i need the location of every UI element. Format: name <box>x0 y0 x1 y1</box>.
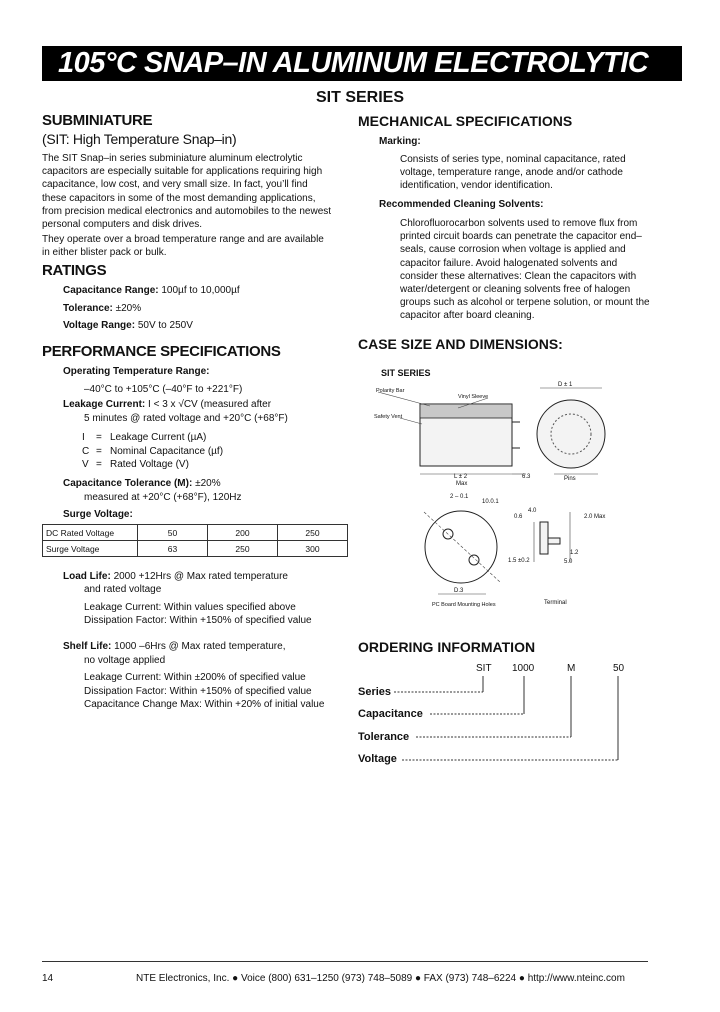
voltage-range <box>63 320 193 331</box>
order-label-voltage: Voltage <box>358 753 397 765</box>
order-code-capacitance: 1000 <box>512 663 535 674</box>
order-label-tolerance: Tolerance <box>358 731 410 743</box>
capacitance-range-label: Capacitance Range: <box>63 285 159 296</box>
ordering-heading: ORDERING INFORMATION <box>358 639 536 655</box>
order-label-series: Series <box>358 686 392 698</box>
mechanical-specs-heading: MECHANICAL SPECIFICATIONS <box>358 113 573 129</box>
definition-equals: = <box>96 446 102 457</box>
definition-symbol: V <box>82 459 89 470</box>
cap-tolerance-value: ±20% <box>195 478 221 489</box>
cleaning-solvents-text: Chlorofluorocarbon solvents used to remove flux from printed circuit boards can penetrate the capacitor end–seals, cause corrosion when voltage is applied and capacitor failure. Avoid halogenated solvents and consider these alternatives: Clean the capacitors with water/detergent or cleaning solvents free of halogen groups such as alcohol or terpene solution, or mount the capacitor after board cleaning. <box>400 218 650 322</box>
shelf-life-value-2: no voltage applied <box>84 655 166 666</box>
cap-tolerance-value-2: measured at +20°C (+68°F), 120Hz <box>84 492 242 503</box>
pc-board-label: PC Board Mounting Holes <box>432 602 496 608</box>
table-row <box>43 541 348 557</box>
definition-equals: = <box>96 432 102 443</box>
dim-d-label: D ± 1 <box>558 382 573 388</box>
leakage-label: Leakage Current: <box>63 399 146 410</box>
polarity-bar-label: Polarity Bar <box>376 388 405 394</box>
case-size-heading: CASE SIZE AND DIMENSIONS: <box>358 336 563 352</box>
surge-voltage-table <box>42 524 348 557</box>
cleaning-solvents-label: Recommended Cleaning Solvents: <box>379 199 544 210</box>
definition-description: Nominal Capacitance (µf) <box>110 446 224 457</box>
shelf-life-item: Leakage Current: Within ±200% of specified value <box>84 672 306 683</box>
shelf-life-item: Capacitance Change Max: Within +20% of initial value <box>84 699 325 710</box>
table-cell: 63 <box>138 541 208 557</box>
operating-temp-value: –40°C to +105°C (–40°F to +221°F) <box>84 384 243 395</box>
polarity-bar <box>420 404 512 418</box>
marking-text: Consists of series type, nominal capacitance, rated voltage, temperature range, anode and/or cathode identification, vendor identification. <box>400 154 626 192</box>
terminal-label: Terminal <box>544 600 567 606</box>
dim-2-label: 2 – 0.1 <box>450 494 469 500</box>
shelf-life-label: Shelf Life: <box>63 641 112 652</box>
case-dimensions-diagram <box>358 362 658 612</box>
capacitor-end-view <box>537 400 605 468</box>
table-cell: Surge Voltage <box>43 541 138 557</box>
tolerance-label: Tolerance: <box>63 303 113 314</box>
leader-line <box>400 418 422 424</box>
order-code-tolerance: M <box>567 663 576 674</box>
table-cell: 300 <box>278 541 348 557</box>
intro-paragraph-1: The SIT Snap–in series subminiature aluminum electrolytic capacitors are especially suitable for applications requiring high capacitance, low cost, and very small size. In fact, you’ll find these capacitors in some of the most demanding applications, from precision medical electronics and automobiles to the newest personal computers and disk drives. <box>42 153 332 231</box>
capacitance-tolerance <box>63 478 221 489</box>
definition-symbol: C <box>82 446 90 457</box>
terminal-detail <box>540 522 548 554</box>
leakage-value-2: 5 minutes @ rated voltage and +20°C (+68°F) <box>84 413 288 424</box>
leakage-value: I < 3 x √CV (measured after <box>148 399 272 410</box>
tolerance-value: ±20% <box>115 303 142 314</box>
capacitance-range-value: 100µf to 10,000µf <box>161 285 240 296</box>
center-line <box>424 512 500 582</box>
definition-symbol: I <box>82 432 85 443</box>
shelf-life-value: 1000 –6Hrs @ Max rated temperature, <box>114 641 286 652</box>
footer-divider <box>42 961 648 962</box>
definition-row <box>82 459 189 470</box>
definition-row <box>82 446 223 457</box>
load-life-value-2: and rated voltage <box>84 584 162 595</box>
dim-0-6-label: 0.6 <box>514 514 523 520</box>
definition-equals: = <box>96 459 102 470</box>
pc-board-outline <box>425 511 497 583</box>
series-title: SIT SERIES <box>315 89 405 106</box>
dim-1-2-label: 1.2 <box>570 550 579 556</box>
mounting-hole <box>469 555 479 565</box>
table-cell: 50 <box>138 525 208 541</box>
ratings-heading: RATINGS <box>42 262 107 279</box>
length-label: L ± 2 <box>454 474 468 480</box>
performance-heading: PERFORMANCE SPECIFICATIONS <box>42 343 281 360</box>
load-life <box>63 571 288 582</box>
marking-label: Marking: <box>379 136 421 147</box>
footer-contact: NTE Electronics, Inc. ● Voice (800) 631–1250 (973) 748–5089 ● FAX (973) 748–6224 ● http://www.nteinc.com <box>136 973 625 984</box>
table-cell: DC Rated Voltage <box>43 525 138 541</box>
dim-1-5-label: 1.5 ±0.2 <box>508 558 530 564</box>
shelf-life-item: Dissipation Factor: Within +150% of specified value <box>84 686 312 697</box>
load-life-item: Leakage Current: Within values specified above <box>84 602 296 613</box>
load-life-value: 2000 +12Hrs @ Max rated temperature <box>113 571 288 582</box>
table-cell: 250 <box>278 525 348 541</box>
operating-temp-label: Operating Temperature Range: <box>63 366 210 377</box>
definition-description: Rated Voltage (V) <box>110 459 189 470</box>
terminal-detail <box>548 538 560 544</box>
tolerance-rating <box>63 303 141 314</box>
length-max-label: Max <box>456 481 468 487</box>
definition-row <box>82 432 206 443</box>
intro-paragraph-2: They operate over a broad temperature range and are available in either blister pack or bulk. <box>42 234 324 259</box>
dim-5-0-label: 5.0 <box>564 559 573 565</box>
leakage-current <box>63 399 271 410</box>
dim-d3-label: D.3 <box>454 588 464 594</box>
page-number: 14 <box>42 973 54 984</box>
table-row <box>43 525 348 541</box>
voltage-range-value: 50V to 250V <box>137 320 193 331</box>
table-cell: 200 <box>208 525 278 541</box>
cap-tolerance-label: Capacitance Tolerance (M): <box>63 478 193 489</box>
order-code-voltage: 50 <box>613 663 625 674</box>
order-label-capacitance: Capacitance <box>358 708 423 720</box>
ordering-leader-lines <box>358 672 638 768</box>
subminiature-subtitle: (SIT: High Temperature Snap–in) <box>42 131 237 147</box>
definition-description: Leakage Current (µA) <box>110 432 207 443</box>
dim-4-0-label: 4.0 <box>528 508 537 514</box>
vinyl-sleeve-label: Vinyl Sleeve <box>458 394 489 400</box>
voltage-range-label: Voltage Range: <box>63 320 136 331</box>
order-code-series: SIT <box>476 663 492 674</box>
safety-vent-label: Safety Vent <box>374 414 403 420</box>
capacitor-drawing <box>358 362 658 612</box>
capacitance-range <box>63 285 240 296</box>
leader-line <box>378 392 430 406</box>
table-cell: 250 <box>208 541 278 557</box>
load-life-item: Dissipation Factor: Within +150% of specified value <box>84 615 312 626</box>
document-title-banner: 105°C SNAP–IN ALUMINUM ELECTROLYTIC <box>42 46 682 81</box>
subminiature-heading: SUBMINIATURE <box>42 112 153 129</box>
shelf-life <box>63 641 285 652</box>
dim-6-3-label: 6.3 <box>522 474 531 480</box>
dim-pins-label: Pins <box>564 476 576 482</box>
surge-voltage-label: Surge Voltage: <box>63 509 133 520</box>
dim-2-0-max-label: 2.0 Max <box>584 514 606 520</box>
diagram-series-label: SIT SERIES <box>381 368 431 378</box>
dim-10-label: 10.0.1 <box>482 499 499 505</box>
load-life-label: Load Life: <box>63 571 111 582</box>
